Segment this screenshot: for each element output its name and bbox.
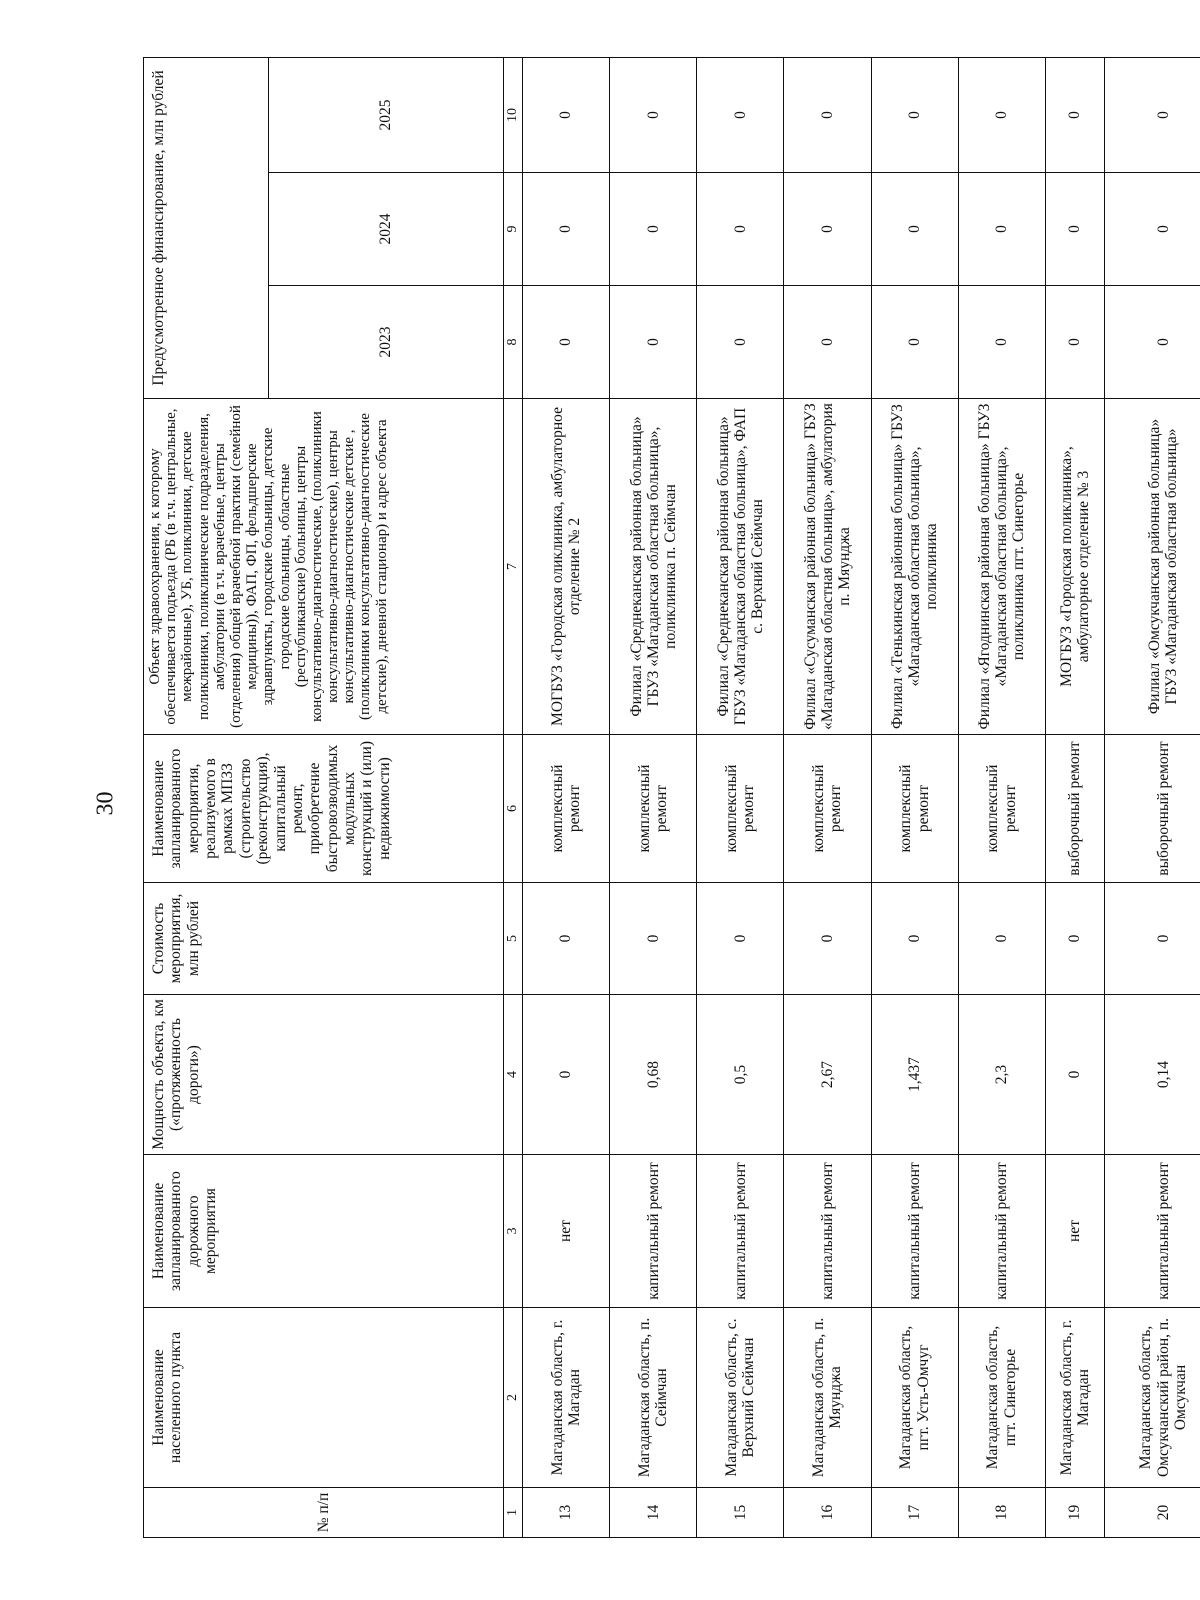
column-number: 1 [504,1488,523,1538]
financing-2024-cell: 0 [1045,173,1104,286]
column-number: 9 [504,173,523,286]
financing-2023-cell: 0 [697,286,784,399]
financing-2025-cell: 0 [784,58,871,173]
capacity-cell: 0,5 [697,995,784,1155]
road-event-cell: нет [1045,1155,1104,1308]
locality-cell: Магаданская область, г. Магадан [523,1308,610,1488]
column-number: 4 [504,995,523,1155]
road-event-cell: капитальный ремонт [871,1155,958,1308]
road-event-cell: капитальный ремонт [697,1155,784,1308]
mpzz-event-cell: комплексный ремонт [958,735,1045,883]
capacity-cell: 2,67 [784,995,871,1155]
financing-2024-cell: 0 [784,173,871,286]
locality-cell: Магаданская область, с. Верхний Сеймчан [697,1308,784,1488]
road-events-table [143,57,1200,1538]
facility-cell: Филиал «Среднеканская районная больница» ГБУЗ «Магаданская областная больница», поликлиника п. Сеймчан [610,399,697,735]
mpzz-event-cell: выборочный ремонт [1045,735,1104,883]
capacity-cell: 0,68 [610,995,697,1155]
financing-2023-cell: 0 [523,286,610,399]
financing-2024-cell: 0 [871,173,958,286]
locality-cell: Магаданская область, Омсукчанский район, п. Омсукчан [1104,1308,1200,1488]
column-number: 8 [504,286,523,399]
row-number: 18 [958,1488,1045,1538]
financing-2024-cell: 0 [610,173,697,286]
cost-cell: 0 [610,883,697,995]
financing-2023-cell: 0 [958,286,1045,399]
column-number: 10 [504,58,523,173]
financing-2025-cell: 0 [958,58,1045,173]
row-number: 17 [871,1488,958,1538]
header-financing: Предусмотренное финансирование, млн рублей [144,58,269,399]
mpzz-event-cell: выборочный ремонт [1104,735,1200,883]
locality-cell: Магаданская область, г. Магадан [1045,1308,1104,1488]
row-number: 13 [523,1488,610,1538]
facility-cell: Филиал «Омсукчанская районная больница» ГБУЗ «Магаданская областная больница» [1104,399,1200,735]
cost-cell: 0 [871,883,958,995]
financing-2024-cell: 0 [1104,173,1200,286]
header-year-2025: 2025 [269,58,504,173]
table-row [1045,58,1104,1538]
header-year-2024: 2024 [269,173,504,286]
header-capacity: Мощность объекта, км («протяженность дороги») [144,995,504,1155]
road-event-cell: нет [523,1155,610,1308]
row-number: 14 [610,1488,697,1538]
locality-cell: Магаданская область, п. Мяунджа [784,1308,871,1488]
table-row [1104,58,1200,1538]
table-row [784,58,871,1538]
capacity-cell: 0,14 [1104,995,1200,1155]
financing-2025-cell: 0 [523,58,610,173]
financing-2024-cell: 0 [958,173,1045,286]
table-row [871,58,958,1538]
road-event-cell: капитальный ремонт [1104,1155,1200,1308]
row-number: 19 [1045,1488,1104,1538]
capacity-cell: 0 [523,995,610,1155]
row-number: 15 [697,1488,784,1538]
cost-cell: 0 [1104,883,1200,995]
header-cost: Стоимость мероприятия, млн рублей [144,883,504,995]
financing-2025-cell: 0 [697,58,784,173]
financing-2025-cell: 0 [871,58,958,173]
road-event-cell: капитальный ремонт [958,1155,1045,1308]
row-number: 20 [1104,1488,1200,1538]
financing-2024-cell: 0 [523,173,610,286]
facility-cell: Филиал «Тенькинская районная больница» ГБУЗ «Магаданская областная больница», поликлиника [871,399,958,735]
capacity-cell: 0 [1045,995,1104,1155]
facility-cell: Филиал «Ягоднинская районная больница» ГБУЗ «Магаданская областная больница», поликлиника пгт. Синегорье [958,399,1045,735]
capacity-cell: 2,3 [958,995,1045,1155]
header-locality: Наименование населенного пункта [144,1308,504,1488]
locality-cell: Магаданская область, п. Сеймчан [610,1308,697,1488]
column-number-row [504,58,523,1538]
road-event-cell: капитальный ремонт [610,1155,697,1308]
capacity-cell: 1,437 [871,995,958,1155]
table-row [958,58,1045,1538]
facility-cell: Филиал «Среднеканская районная больница» ГБУЗ «Магаданская областная больница», ФАП с. Верхний Сеймчан [697,399,784,735]
cost-cell: 0 [523,883,610,995]
column-number: 7 [504,399,523,735]
table-row [697,58,784,1538]
cost-cell: 0 [697,883,784,995]
financing-2025-cell: 0 [610,58,697,173]
header-mpzz-event: Наименование запланированного мероприятия, реализуемого в рамках МПЗЗ (строительство (реконструкция), капитальный ремонт, приобретение быстровозводимых модульных конструкций и (или) недвижимости) [144,735,504,883]
road-event-cell: капитальный ремонт [784,1155,871,1308]
column-number: 3 [504,1155,523,1308]
facility-cell: Филиал «Сусуманская районная больница» ГБУЗ «Магаданская областная больница», амбулатория п. Мяунджа [784,399,871,735]
facility-cell: МОГБУЗ «Городская поликлиника», амбулаторное отделение № 3 [1045,399,1104,735]
column-number: 6 [504,735,523,883]
locality-cell: Магаданская область, пгт. Синегорье [958,1308,1045,1488]
rotated-table-container [143,58,1200,1538]
table-row [523,58,610,1538]
locality-cell: Магаданская область, пгт. Усть-Омчуг [871,1308,958,1488]
mpzz-event-cell: комплексный ремонт [610,735,697,883]
header-health-facility: Объект здравоохранения, к которому обеспечивается подъезда (РБ (в т.ч. центральные, межрайонные), УБ, поликлиники, детские поликлиники, поликлинические подразделения, амбулатории (в т.ч. врачебные, центры (отделения) общей врачебной практики (семейной медицины)), ФАП, ФП, фельдшерские здравпункты, городские больницы, детские городские больницы, областные (республиканские) больницы, центры консультативно-диагностические, (поликлиники консультативно-диагностические), центры консультативно-диагностические детские , (поликлиники консультативно-диагностические детские), дневной стационар) и адрес объекта [144,399,504,735]
mpzz-event-cell: комплексный ремонт [784,735,871,883]
cost-cell: 0 [958,883,1045,995]
financing-2023-cell: 0 [1104,286,1200,399]
financing-2023-cell: 0 [1045,286,1104,399]
header-number: № п/п [144,1488,504,1538]
mpzz-event-cell: комплексный ремонт [523,735,610,883]
cost-cell: 0 [1045,883,1104,995]
financing-2025-cell: 0 [1104,58,1200,173]
financing-2025-cell: 0 [1045,58,1104,173]
facility-cell: МОГБУЗ «Городская оликлиника, амбулаторное отделение № 2 [523,399,610,735]
mpzz-event-cell: комплексный ремонт [871,735,958,883]
financing-2023-cell: 0 [610,286,697,399]
page-number: 30 [92,791,119,816]
table-row [610,58,697,1538]
column-number: 5 [504,883,523,995]
header-road-event: Наименование запланированного дорожного мероприятия [144,1155,504,1308]
financing-2024-cell: 0 [697,173,784,286]
column-number: 2 [504,1308,523,1488]
financing-2023-cell: 0 [784,286,871,399]
financing-2023-cell: 0 [871,286,958,399]
mpzz-event-cell: комплексный ремонт [697,735,784,883]
row-number: 16 [784,1488,871,1538]
cost-cell: 0 [784,883,871,995]
header-year-2023: 2023 [269,286,504,399]
